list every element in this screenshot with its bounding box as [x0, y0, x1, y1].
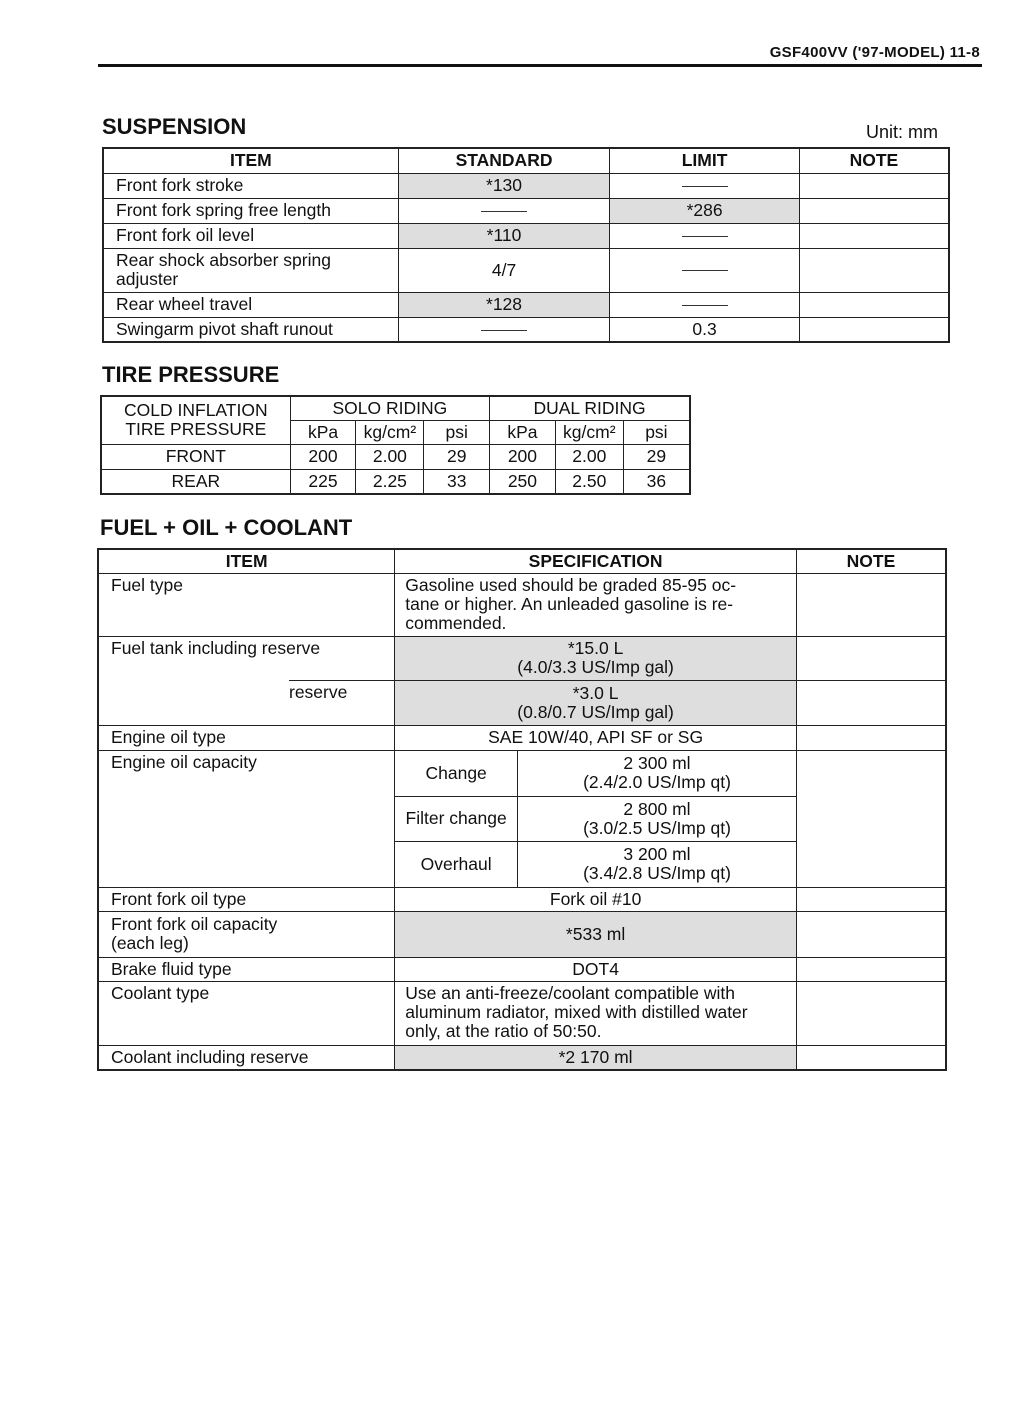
- table-row: [103, 173, 949, 198]
- value-cell: 250: [490, 469, 556, 494]
- value-cell: 33: [424, 469, 490, 494]
- value-cell: 2.00: [555, 444, 623, 469]
- note-cell: [799, 173, 949, 198]
- tire-label: FRONT: [101, 444, 290, 469]
- group-solo: SOLO RIDING: [290, 396, 489, 420]
- spec-cell: [395, 981, 797, 1045]
- fuel-oil-coolant-title: FUEL + OIL + COOLANT: [100, 515, 353, 540]
- value-cell: 2.25: [356, 469, 424, 494]
- note-cell: [799, 223, 949, 248]
- item-cell: Rear wheel travel: [103, 292, 398, 317]
- item-cell: Engine oil capacity: [98, 750, 395, 887]
- value-cell: 2.00: [356, 444, 424, 469]
- spec-cell: [395, 680, 797, 725]
- item-cell: [98, 911, 395, 957]
- spec-cell: SAE 10W/40, API SF or SG: [395, 725, 797, 750]
- standard-cell: *130: [398, 173, 610, 198]
- note-cell: [799, 292, 949, 317]
- note-cell: [796, 1045, 946, 1070]
- spec-cell: *533 ml: [395, 911, 797, 957]
- spec-cell: [395, 573, 797, 636]
- spec-line: (3.4/2.8 US/Imp qt): [583, 863, 731, 883]
- tire-pressure-title: TIRE PRESSURE: [102, 362, 280, 387]
- group-dual: DUAL RIDING: [490, 396, 690, 420]
- spec-cell: [395, 636, 797, 680]
- item-cell: Front fork oil level: [103, 223, 398, 248]
- note-cell: [796, 680, 946, 725]
- value-cell: 29: [623, 444, 690, 469]
- spec-line: 2 800 ml: [623, 798, 691, 819]
- note-cell: [799, 198, 949, 223]
- dash-mark: [682, 186, 728, 187]
- table-row: [98, 636, 946, 680]
- note-cell: [799, 248, 949, 292]
- col-limit: LIMIT: [610, 148, 799, 173]
- item-line: Front fork oil capacity: [111, 914, 278, 934]
- tire-label: REAR: [101, 469, 290, 494]
- spec-line: *3.0 L: [572, 682, 619, 703]
- spec-line: (2.4/2.0 US/Imp qt): [583, 772, 731, 792]
- value-cell: 225: [290, 469, 356, 494]
- dash-mark: [481, 211, 527, 212]
- spec-line: (0.8/0.7 US/Imp gal): [517, 701, 674, 722]
- table-row: [98, 911, 946, 957]
- table-row: [101, 469, 690, 494]
- item-cell: Brake fluid type: [98, 957, 395, 981]
- table-header-row: [98, 549, 946, 573]
- oil-sub-label: Change: [395, 750, 518, 796]
- unit-cell: kg/cm²: [356, 420, 424, 444]
- table-row: [103, 198, 949, 223]
- table-row: [98, 887, 946, 911]
- spec-line: tane or higher. An unleaded gasoline is re-: [405, 593, 734, 614]
- table-row: [101, 444, 690, 469]
- spec-line: (3.0/2.5 US/Imp qt): [583, 817, 731, 838]
- spec-cell: Fork oil #10: [395, 887, 797, 911]
- item-line: (each leg): [111, 933, 189, 953]
- table-row: [98, 1045, 946, 1070]
- note-cell: [796, 573, 946, 636]
- limit-cell: 0.3: [610, 317, 799, 342]
- dash-mark: [682, 236, 728, 237]
- unit-cell: kg/cm²: [555, 420, 623, 444]
- spec-cell: [518, 750, 797, 796]
- table-row: [98, 957, 946, 981]
- standard-cell: 4/7: [398, 248, 610, 292]
- item-cell: Swingarm pivot shaft runout: [103, 317, 398, 342]
- standard-cell: [398, 317, 610, 342]
- spec-cell: DOT4: [395, 957, 797, 981]
- col-item: ITEM: [98, 549, 395, 573]
- spec-cell: *2 170 ml: [395, 1045, 797, 1070]
- suspension-table: [102, 147, 950, 343]
- tire-pressure-table: [100, 395, 691, 495]
- fuel-oil-coolant-table: [97, 548, 947, 1071]
- value-cell: 200: [490, 444, 556, 469]
- oil-sub-label: Overhaul: [395, 841, 518, 887]
- unit-cell: psi: [623, 420, 690, 444]
- tire-group-row: [101, 396, 690, 420]
- spec-line: *15.0 L: [567, 638, 624, 658]
- item-cell: Front fork oil type: [98, 887, 395, 911]
- spec-line: only, at the ratio of 50:50.: [405, 1020, 602, 1041]
- value-cell: 200: [290, 444, 356, 469]
- table-row: [98, 680, 946, 725]
- standard-cell: [398, 198, 610, 223]
- spec-line: commended.: [405, 612, 507, 633]
- spec-line: 2 300 ml: [623, 753, 691, 773]
- spec-line: Use an anti-freeze/coolant compatible with: [405, 982, 736, 1003]
- unit-cell: kPa: [290, 420, 356, 444]
- item-cell: Fuel type: [98, 573, 395, 636]
- value-cell: 29: [424, 444, 490, 469]
- spec-line: (4.0/3.3 US/Imp gal): [517, 657, 674, 677]
- dash-mark: [481, 330, 527, 331]
- table-row: [98, 981, 946, 1045]
- suspension-unit: Unit: mm: [866, 122, 938, 142]
- spec-cell: [518, 841, 797, 887]
- spec-cell: [518, 796, 797, 841]
- table-row: [103, 248, 949, 292]
- note-cell: [796, 636, 946, 680]
- col-specification: SPECIFICATION: [395, 549, 797, 573]
- col-standard: STANDARD: [398, 148, 610, 173]
- page-header: GSF400VV ('97-MODEL) 11-8: [769, 44, 980, 61]
- item-cell: Front fork spring free length: [103, 198, 398, 223]
- limit-cell: [610, 248, 799, 292]
- unit-cell: psi: [424, 420, 490, 444]
- unit-cell: kPa: [490, 420, 556, 444]
- item-cell: Coolant including reserve: [98, 1045, 395, 1070]
- col-item: ITEM: [103, 148, 398, 173]
- note-cell: [796, 911, 946, 957]
- standard-cell: *128: [398, 292, 610, 317]
- item-cell: Coolant type: [98, 981, 395, 1045]
- spec-line: aluminum radiator, mixed with distilled water: [405, 1001, 748, 1022]
- note-cell: [799, 317, 949, 342]
- item-cell: [98, 680, 395, 725]
- header-rule: [98, 64, 982, 67]
- note-cell: [796, 725, 946, 750]
- note-cell: [796, 750, 946, 887]
- item-cell: Rear shock absorber spring adjuster: [103, 248, 398, 292]
- col-note: NOTE: [799, 148, 949, 173]
- table-header-row: [103, 148, 949, 173]
- table-row: [98, 573, 946, 636]
- item-cell: Engine oil type: [98, 725, 395, 750]
- table-row: [103, 317, 949, 342]
- note-cell: [796, 981, 946, 1045]
- limit-cell: [610, 223, 799, 248]
- dash-mark: [682, 270, 728, 271]
- table-row: [98, 750, 946, 796]
- item-cell: Front fork stroke: [103, 173, 398, 198]
- note-cell: [796, 887, 946, 911]
- value-cell: 36: [623, 469, 690, 494]
- limit-cell: *286: [610, 198, 799, 223]
- col-note: NOTE: [796, 549, 946, 573]
- item-cell: Fuel tank including reserve: [98, 636, 395, 680]
- suspension-title: SUSPENSION: [102, 114, 247, 139]
- value-cell: 2.50: [555, 469, 623, 494]
- corner-line1: COLD INFLATION: [124, 400, 268, 421]
- note-cell: [796, 957, 946, 981]
- standard-cell: *110: [398, 223, 610, 248]
- tire-corner-cell: [101, 396, 290, 444]
- spec-line: Gasoline used should be graded 85-95 oc-: [405, 574, 737, 595]
- corner-line2: TIRE PRESSURE: [125, 419, 267, 440]
- table-row: [103, 292, 949, 317]
- reserve-label: reserve: [289, 680, 394, 702]
- limit-cell: [610, 292, 799, 317]
- table-row: [98, 725, 946, 750]
- table-row: [103, 223, 949, 248]
- spec-line: 3 200 ml: [623, 844, 691, 864]
- dash-mark: [682, 305, 728, 306]
- oil-sub-label: Filter change: [395, 796, 518, 841]
- limit-cell: [610, 173, 799, 198]
